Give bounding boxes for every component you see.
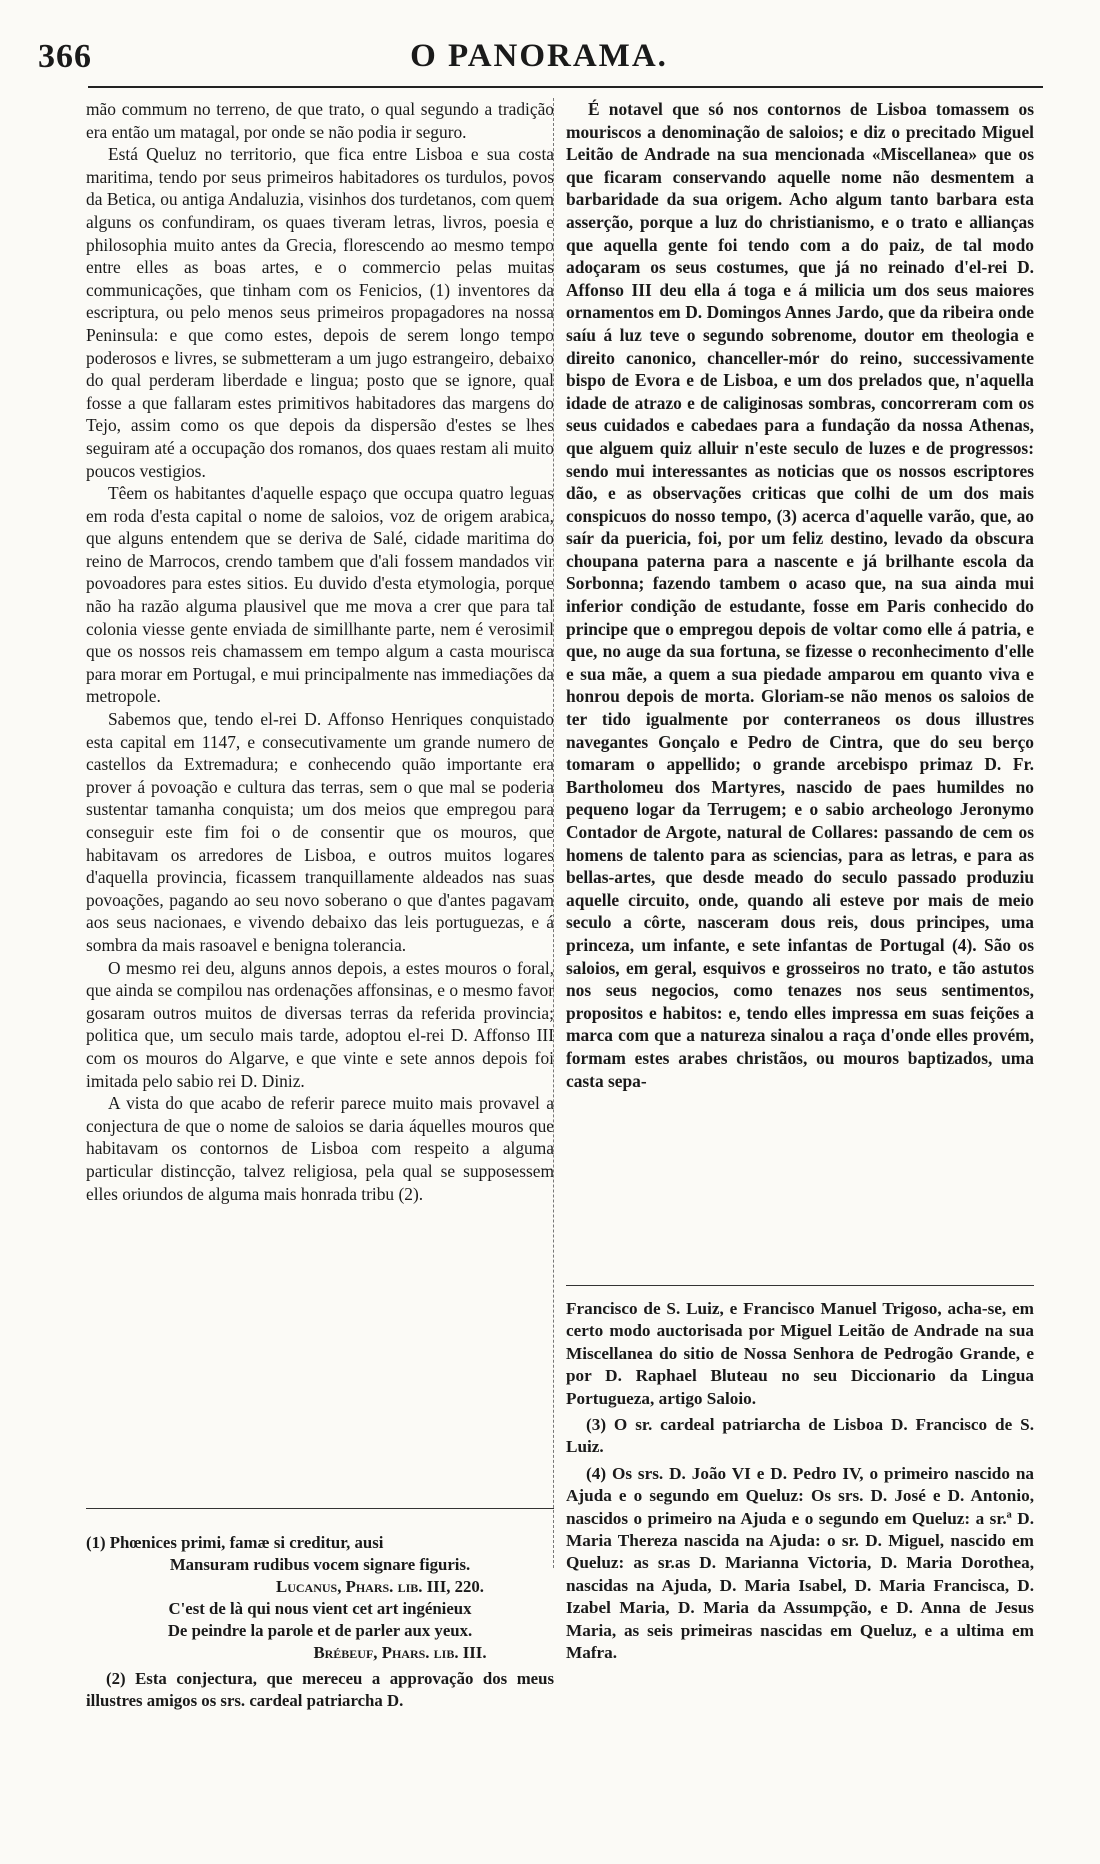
header-rule <box>88 86 1043 88</box>
footnotes-left <box>86 1532 554 1712</box>
footnotes-right <box>566 1298 1034 1665</box>
page-number: 366 <box>38 38 92 75</box>
paragraph: O mesmo rei deu, alguns annos depois, a estes mouros o foral, que ainda se compilou nas ordenações affonsinas, e o mesmo favor gosaram outros muitos de diversas terras da referida provincia; politica que, um seculo mais tarde, adoptou el-rei D. Affonso III com os mouros do Algarve, e que vinte e sete annos depois foi imitada pelo sabio rei D. Diniz. <box>86 957 554 1091</box>
footnote-marker: (1) <box>86 1533 106 1552</box>
paragraph: Sabemos que, tendo el-rei D. Affonso Henriques conquistado esta capital em 1147, e consecutivamente um grande numero de castellos da Extremadura; e conhecendo quão importante era prover á povoação e cultura das terras, sem o que mal se poderia sustentar tamanha conquista; um dos meios que empregou para conseguir este fim foi o de consentir que os mouros, que habitavam os arredores de Lisboa, e outros muitos logares d'aquella provincia, ficassem tranquillamente aldeados nas suas povoações, pagando ao seu novo soberano o que d'antes pagavam aos seus nacionaes, e vivendo debaixo das leis portuguezas, e á sombra da mais rasoavel e benigna tolerancia. <box>86 709 554 955</box>
citation: Brébeuf, Phars. lib. III. <box>313 1643 487 1662</box>
paragraph: É notavel que só nos contornos de Lisboa tomassem os mouriscos a denominação de saloios; e diz o precitado Miguel Leitão de Andrade na sua mencionada «Miscellanea» que os que ficaram conservando aquelle nome não desmentem a barbaridade da sua origem. Acho algum tanto barbara esta asserção, porque a luz do christianismo, e o trato e allianças que aquella gente foi tendo com a do paiz, de tal modo adoçaram os seus costumes, que já no reinado d'el-rei D. Affonso III deu ella á toga e á milicia um dos seus maiores ornamentos em D. Domingos Annes Jardo, que da ribeira onde saíu á luz teve o segundo sobrenome, doutor em theologia e direito canonico, chanceller-mór do reino, successivamente bispo de Evora e de Lisboa, e um dos prelados que, n'aquella idade de atrazo e de caliginosas sombras, concorreram com os seus cuidados e cabedaes para a fundação da nossa Athenas, que alguem quiz alluir n'este seculo de luzes e de progressos: sendo mui interessantes as noticias que os nossos escriptores dão, e as observações criticas que colhi de um dos mais conspicuos do nosso tempo, (3) acerca d'aquelle varão, que, ao saír da puericia, foi, por um feliz destino, levado da obscura choupana paterna para a nascente e já brilhante escola da Sorbonna; fazendo tambem o acaso que, na sua ainda mui inferior condição de estudante, fosse em Paris conhecido do principe que o empregou depois de voltar como elle á patria, e que, no auge da sua fortuna, se fizesse o reconhecimento d'elle e sua mãe, a quem a sua piedade amparou em quanto viva e honrou depois de morta. Gloriam-se não menos os saloios de ter tido igualmente por conterraneos os dous illustres navegantes Gonçalo e Pedro de Cintra, que do seu berço tomaram o appellido; o grande arcebispo primaz D. Fr. Bartholomeu dos Martyres, nascido de paes humildes no pequeno logar da Terrugem; e o sabio archeologo Jeronymo Contador de Argote, natural de Collares: passando de cem os homens de talento para as sciencias, para as letras, e para as bellas-artes, que desde meado do seculo passado produziu aquelle circuito, onde, quando ali esteve por mais de meio seculo a côrte, nasceram dous reis, dous principes, uma princeza, um infante, e sete infantas de Portugal (4). São os saloios, em geral, esquivos e grosseiros no trato, e tão astutos nos seus negocios, como tenazes nos seus sentimentos, propositos e habitos: e, tendo elles impressa em suas feições a marca com que a natureza sinalou a raça d'onde elles provém, formam estes arabes christãos, ou mouros baptizados, uma casta sepa- <box>566 99 1034 1091</box>
footnote-2-continued: Francisco de S. Luiz, e Francisco Manuel Trigoso, acha-se, em certo modo auctorisada por Miguel Leitão de Andrade na sua Miscellanea do sitio de Nossa Senhora de Pedrogão Grande, e por D. Raphael Bluteau no seu Diccionario da Lingua Portugueza, artigo Saloio. <box>566 1299 1034 1408</box>
paragraph: mão commum no terreno, de que trato, o qual segundo a tradição era então um matagal, por onde se não podia ir seguro. <box>86 99 554 142</box>
footnote-2: (2) Esta conjectura, que mereceu a approvação dos meus illustres amigos os srs. cardeal patriarcha D. <box>86 1669 554 1710</box>
verse-line: C'est de là qui nous vient cet art ingénieux <box>168 1599 472 1618</box>
citation: Lucanus, Phars. lib. III, 220. <box>276 1577 484 1596</box>
footnote-rule-left <box>86 1508 554 1509</box>
paragraph: Têem os habitantes d'aquelle espaço que occupa quatro leguas em roda d'esta capital o nome de saloios, voz de origem arabica, que alguns entendem que se deriva de Salé, cidade maritima do reino de Marrocos, crendo tambem que d'ali fossem mandados vir povoadores para estes sitios. Eu duvido d'esta etymologia, porque não ha razão alguma plausivel que me mova a crer que para tal colonia viesse gente enviada de simillhante parte, nem é verosimil que os nossos reis chamassem em tempo algum a casta mourisca para morar em Portugal, e mui principalmente nas immediações da metropole. <box>86 483 554 707</box>
left-column <box>86 98 554 1205</box>
right-column <box>566 98 1034 1092</box>
verse-line: De peindre la parole et de parler aux yeux. <box>167 1621 473 1640</box>
verse-line: Phœnices primi, famæ si creditur, ausi <box>109 1533 384 1552</box>
column-divider <box>553 98 554 1568</box>
footnote-3: (3) O sr. cardeal patriarcha de Lisboa D. Francisco de S. Luiz. <box>566 1415 1034 1457</box>
footnote-4: (4) Os srs. D. João VI e D. Pedro IV, o primeiro nascido na Ajuda e o segundo em Queluz: Os srs. D. José e D. Antonio, nascidos o primeiro na Ajuda e o segundo em Queluz: a sr.ª D. Maria Thereza nascida na Ajuda: o sr. D. Miguel, nascido em Queluz: as sr.as D. Marianna Victoria, D. Maria Dorothea, nascidas na Ajuda, D. Maria Isabel, D. Maria Francisca, D. Izabel Maria, D. Maria da Assumpção, e D. Anna de Jesus Maria, as seis primeiras nascidas em Queluz, e a ultima em Mafra. <box>566 1463 1034 1663</box>
paragraph: A vista do que acabo de referir parece muito mais provavel a conjectura de que o nome de saloios se daria áquelles mouros que habitavam os contornos de Lisboa com respeito a alguma particular distincção, talvez religiosa, pela qual se supposessem elles oriundos de alguma mais honrada tribu (2). <box>86 1093 554 1204</box>
footnote-rule-right <box>566 1285 1034 1286</box>
page-title: O PANORAMA. <box>410 38 668 74</box>
paragraph: Está Queluz no territorio, que fica entre Lisboa e sua costa maritima, tendo por seus primeiros habitadores os turdulos, povos da Betica, ou antiga Andaluzia, visinhos dos turdetanos, com quem alguns os confundiram, os quaes tiveram letras, livros, poesia e philosophia muito antes da Grecia, florescendo ao mesmo tempo entre elles as boas artes, e o commercio pelas muitas communicações, que tinham com os Fenicios, (1) inventores da escriptura, ou pelo menos seus primeiros propagadores na nossa Peninsula: e que como estes, depois de serem longo tempo poderosos e livres, se submetteram a um jugo estrangeiro, debaixo do qual perderam liberdade e lingua; posto que se ignore, qual fosse a que fallaram estes primitivos habitadores das margens do Tejo, assim como os que depois da dispersão d'estes se lhes seguiram até a occupação dos romanos, dos quaes restam ali muito poucos vestigios. <box>86 144 554 481</box>
verse-line: Mansuram rudibus vocem signare figuris. <box>169 1555 471 1574</box>
page-header <box>34 38 1044 82</box>
footnote-1 <box>86 1532 554 1554</box>
